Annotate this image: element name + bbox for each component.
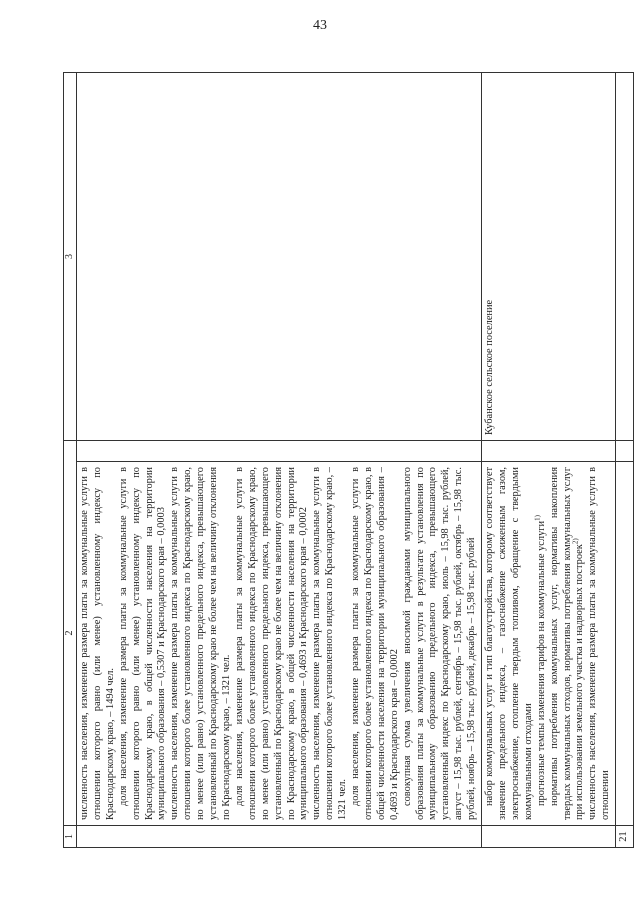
paragraph: численность населения, изменение размера платы за коммунальные услуги в отношении которого более установленного индекса по Краснодарскому краю, – 1321 чел.: [311, 467, 349, 820]
paragraph: численность населения, изменение размера платы за коммунальные услуги в отношении которого равно (или менее) установленному индексу по Краснодарскому краю, – 1494 чел.: [79, 467, 116, 820]
paragraph: численность населения, изменение размера платы за коммунальные услуги в отношении: [587, 467, 612, 820]
row-number: 21: [616, 826, 634, 848]
table-row: [77, 73, 482, 848]
header-col-1: 1: [64, 826, 77, 848]
row-21-name: Кубанское сельское поселение: [482, 73, 616, 441]
page-number: 43: [313, 18, 327, 33]
continuation-cell: [77, 462, 482, 826]
footnote-ref: 2): [571, 538, 580, 545]
table-row: [616, 73, 634, 848]
table-row: [482, 73, 616, 848]
footnote-ref: 1): [533, 515, 542, 521]
paragraph: прогнозные темпы изменения тарифов на коммунальные услуги$^{1)}$: [533, 515, 547, 806]
paragraph: доля населения, изменение размера платы за коммунальные услуги в отношении которого более установленного индекса по Краснодарскому краю, но менее (или равно) установленного предельного индекса, превышающего установленный по Краснодарскому краю не более чем на величину отклонения по Краснодарскому краю, в общей численности населения на территории муниципального образования – 0,4693 и Краснодарского края – 0,0002: [233, 467, 310, 820]
row-21-details: [482, 462, 616, 826]
paragraph: нормативы потребления коммунальных услуг, нормативы накопления твердых коммунальных отходов, нормативы потребления коммунальных услуг при использовании земельного участка и надворных построек$^{2)}$: [548, 467, 586, 820]
paragraph: набор коммунальных услуг и тип благоустройства, которому соответствует значение предельного индекса, – газоснабжение сжиженным газом, электроснабжение, отопление твердым топливом, обращение с твердыми коммунальными отходами: [484, 467, 534, 820]
header-col-2: 2: [64, 441, 77, 826]
index-table: [63, 72, 634, 848]
table-header-row: [64, 73, 77, 848]
paragraph: численность населения, изменение размера платы за коммунальные услуги в отношении которого более установленного индекса по Краснодарскому краю, но менее (или равно) установленного предельного индекса, превышающего установленный по Краснодарскому краю не более чем на величину отклонения по Краснодарскому краю, – 1321 чел.: [169, 467, 232, 820]
paragraph: доля населения, изменение размера платы за коммунальные услуги в отношении которого равно (или менее) установленному индексу по Краснодарскому краю, в общей численности населения на территории муниципального образования – 0,5307 и Краснодарского края – 0,0003: [117, 467, 168, 820]
paragraph: совокупная сумма увеличения вносимой гражданами муниципального образования платы за коммунальные услуги в результате установления по муниципальному образованию предельного индекса, превышающего установленный индекс по Краснодарскому краю, июль – 15,98 тыс. рублей, август – 15,98 тыс. рублей, сентябрь – 15,98 тыс. рублей, октябрь – 15,98 тыс. рублей, ноябрь – 15,98 тыс. рублей, декабрь – 15,98 тыс. рублей: [401, 467, 478, 820]
rotated-table-container: [63, 73, 630, 848]
header-col-3: 3: [64, 73, 77, 441]
paragraph: доля населения, изменение размера платы за коммунальные услуги в отношении которого более установленного индекса по Краснодарскому краю, в общей численности населения на территории муниципального образования – 0,4693 и Краснодарского края – 0,0002: [350, 467, 400, 820]
